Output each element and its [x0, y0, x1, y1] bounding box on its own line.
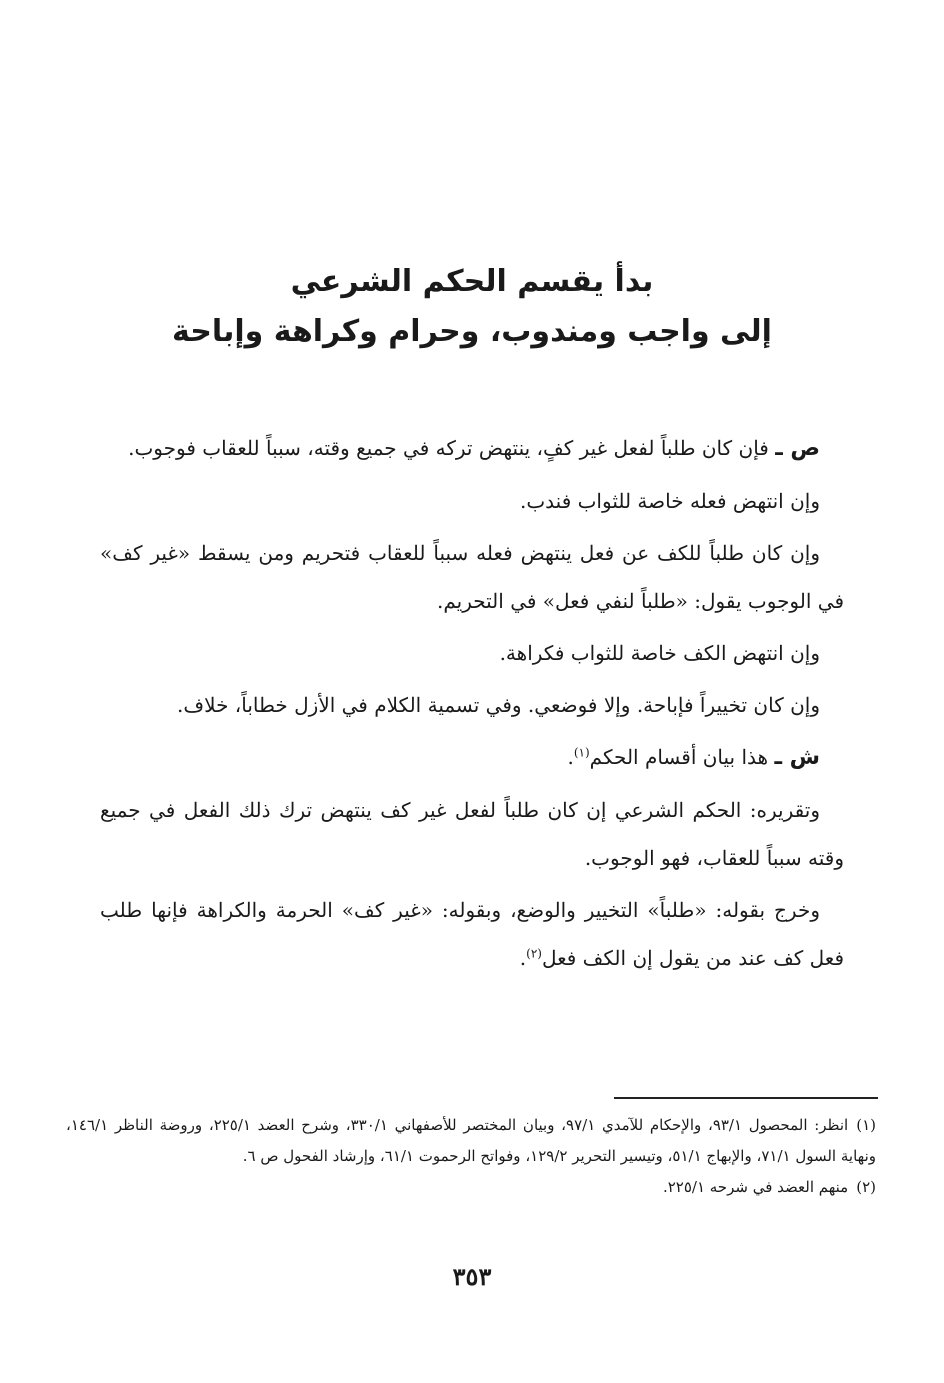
paragraph-text: فإن كان طلباً لفعل غير كفٍ، ينتهض تركه في جميع وقته، سبباً للعقاب فوجوب. — [128, 436, 769, 460]
footnote-text: انظر: المحصول ٩٣/١، والإحكام للآمدي ٩٧/١، وبيان المختصر للأصفهاني ٣٣٠/١، وشرح العضد ٢٢٥/١، وروضة الناظر ١٤٦/١، ونهاية السول ٧١/١، والإبهاج ٥١/١، وتيسير التحرير ١٢٩/٢، وفواتح الرحموت ٦١/١، وإرشاد الفحول ص ٦. — [66, 1116, 876, 1165]
paragraph-text: وخرج بقوله: «طلباً» التخيير والوضع، وبقوله: «غير كف» الحرمة والكراهة فإنها طلب فعل كف عند من يقول إن الكف فعل — [100, 898, 844, 970]
paragraph: وإن انتهض الكف خاصة للثواب فكراهة. — [499, 641, 820, 665]
paragraph: وتقريره: الحكم الشرعي إن كان طلباً لفعل غير كف ينتهض ترك ذلك الفعل في جميع وقته سبباً للعقاب، فهو الوجوب. — [100, 798, 844, 870]
text-marker-sad: ص ـ — [775, 436, 820, 461]
footnote-ref-1[interactable]: (١) — [573, 745, 590, 760]
text-marker-shin: ش ـ — [774, 745, 820, 770]
main-text — [100, 424, 844, 986]
paragraph-end: . — [519, 946, 527, 970]
paragraph-text-section — [100, 424, 844, 473]
footnote-text: منهم العضد في شرحه ٢٢٥/١. — [662, 1178, 849, 1196]
footnote-1 — [66, 1110, 876, 1172]
footnotes — [66, 1110, 876, 1203]
paragraph: وإن كان طلباً للكف عن فعل ينتهض فعله سبباً للعقاب فتحريم ومن يسقط «غير كف» في الوجوب يقول: «طلباً لنفي فعل» في التحريم. — [100, 541, 844, 613]
footnote-number: (١) — [856, 1116, 876, 1134]
footnote-ref-2[interactable]: (٢) — [526, 946, 542, 961]
page-number: ٣٥٣ — [452, 1262, 492, 1291]
footnote-number: (٢) — [856, 1178, 876, 1196]
footnote-2 — [66, 1172, 876, 1203]
paragraph: وإن كان تخييراً فإباحة. وإلا فوضعي. وفي تسمية الكلام في الأزل خطاباً، خلاف. — [177, 693, 820, 717]
paragraph — [100, 886, 844, 982]
paragraph-end: . — [567, 745, 574, 769]
chapter-title-line-2: إلى واجب ومندوب، وحرام وكراهة وإباحة — [172, 314, 772, 349]
chapter-title-line-1: بدأ يقسم الحكم الشرعي — [290, 264, 654, 299]
paragraph: وإن انتهض فعله خاصة للثواب فندب. — [519, 489, 820, 513]
footnote-separator — [614, 1097, 878, 1099]
paragraph-commentary-section — [100, 733, 844, 782]
paragraph-text: هذا بيان أقسام الحكم — [589, 745, 769, 769]
